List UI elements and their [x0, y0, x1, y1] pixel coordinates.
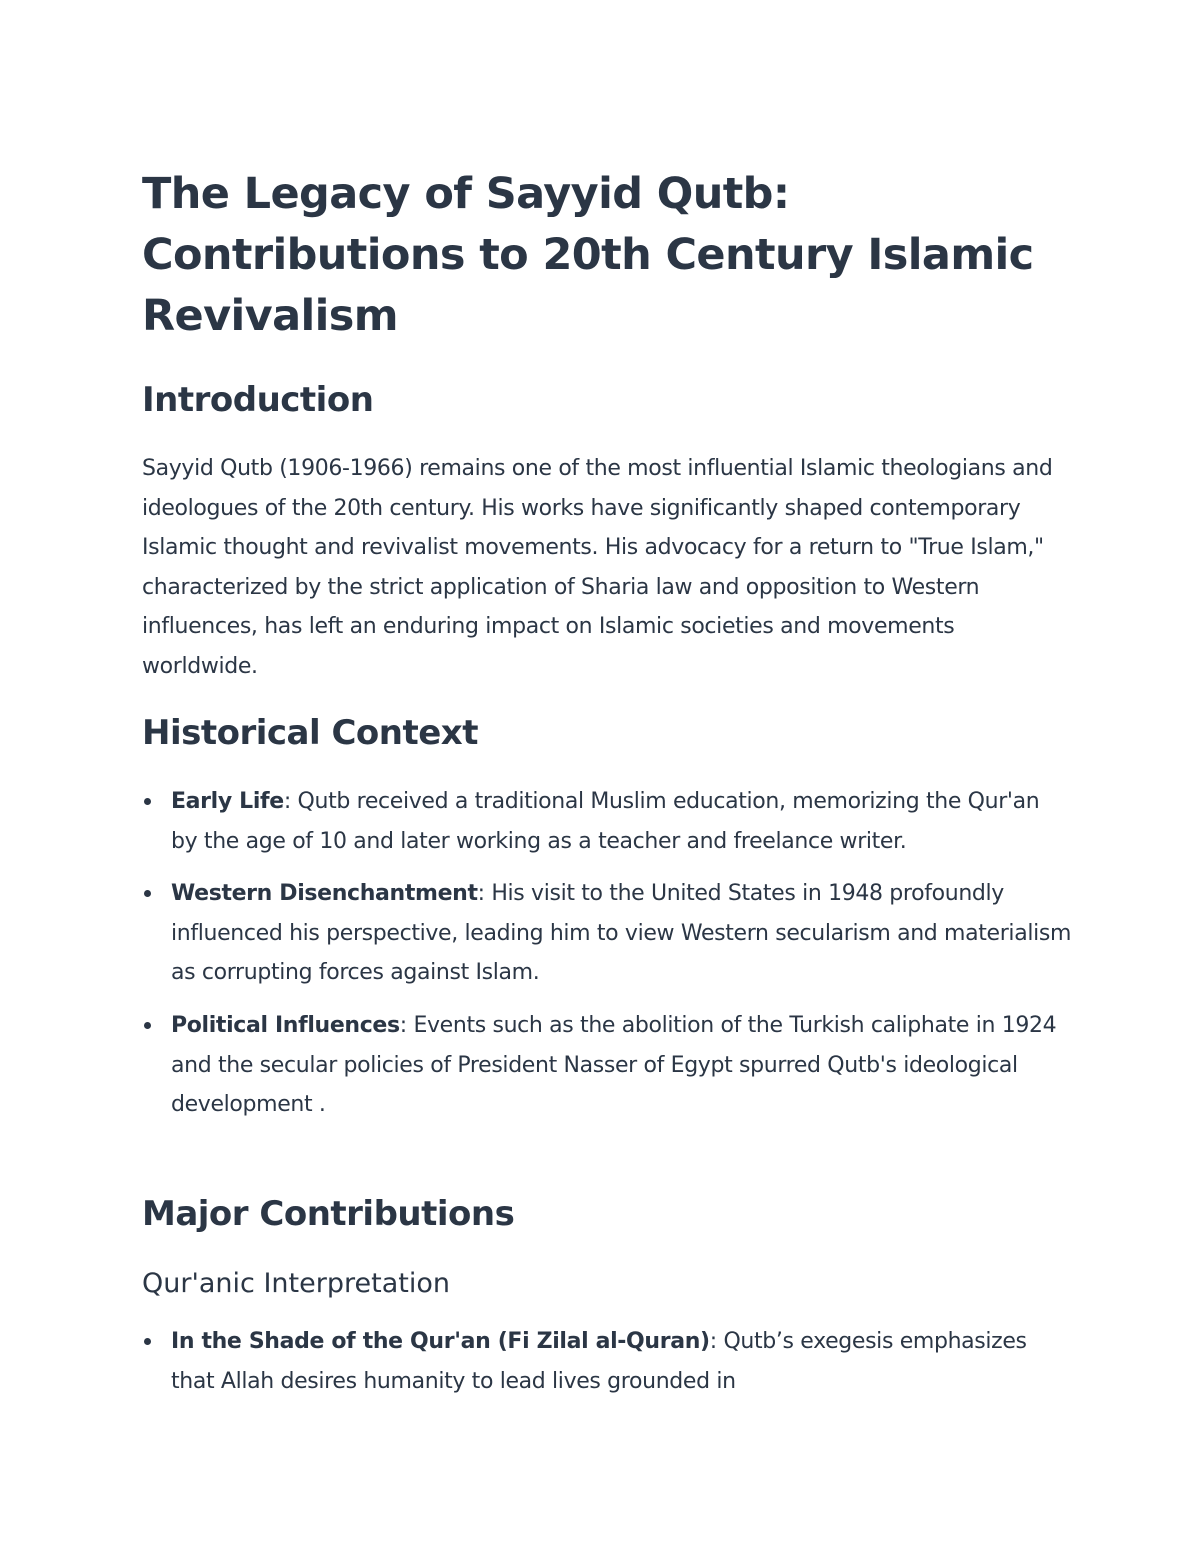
introduction-paragraph: Sayyid Qutb (1906-1966) remains one of the most influential Islamic theologians and ideologues of the 20th century. His works have significantly shaped contemporary Islamic thought and revivalist movements. His advocacy for a return to "True Islam," characterized by the strict application of Sharia law and opposition to Western influences, has left an enduring impact on Islamic societies and movements worldwide.	[142, 456, 1053, 679]
subsection-heading-quranic-interpretation: Qur'anic Interpretation	[142, 1268, 450, 1299]
bullet-dot-icon	[144, 798, 151, 805]
section-heading-major-contributions: Major Contributions	[142, 1194, 515, 1234]
bullet-dot-icon	[144, 1338, 151, 1345]
document-title: The Legacy of Sayyid Qutb: Contributions to 20th Century Islamic Revivalism	[142, 169, 1034, 341]
list-item-term: Western Disenchantment	[171, 881, 478, 907]
list-item	[142, 874, 1072, 993]
section-heading-historical-context: Historical Context	[142, 713, 478, 753]
list-item-term: In the Shade of the Qur'an (Fi Zilal al-Quran)	[171, 1329, 710, 1354]
list-item-text: : Events such as the abolition of the Turkish caliphate in 1924 and the secular policies of President Nasser of Egypt spurred Qutb's ideological development .	[171, 1012, 1057, 1118]
list-item-term: Early Life	[171, 789, 284, 814]
historical-context-list	[142, 782, 1072, 1125]
list-item	[142, 1322, 1072, 1401]
quranic-interpretation-list	[142, 1322, 1072, 1401]
list-item-term: Political Influences	[171, 1012, 400, 1038]
list-item	[142, 1006, 1072, 1125]
section-heading-introduction: Introduction	[142, 380, 374, 420]
list-item-text: : Qutb’s exegesis emphasizes that Allah desires humanity to lead lives grounded in	[171, 1329, 1027, 1394]
list-item-text: : His visit to the United States in 1948 profoundly influenced his perspective, leading him to view Western secularism and materialism as corrupting forces against Islam.	[171, 881, 1072, 986]
bullet-dot-icon	[144, 890, 151, 897]
list-item-text: : Qutb received a traditional Muslim education, memorizing the Qur'an by the age of 10 and later working as a teacher and freelance writer.	[171, 789, 1040, 854]
bullet-dot-icon	[144, 1022, 151, 1029]
list-item	[142, 782, 1072, 861]
